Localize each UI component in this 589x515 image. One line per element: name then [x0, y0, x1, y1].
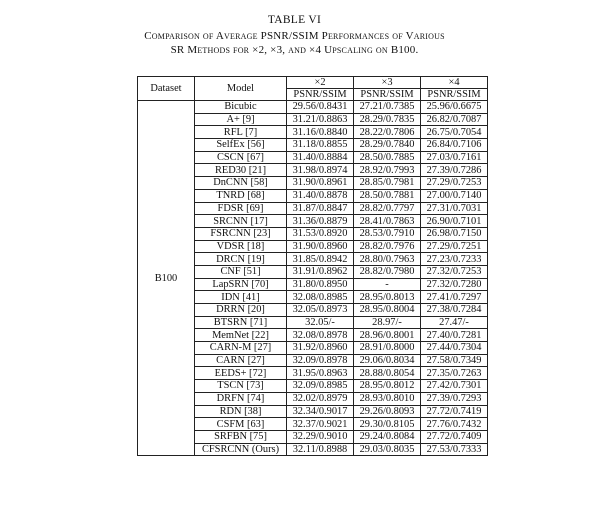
- psnr-ssim-x4-cell: 27.39/0.7293: [421, 392, 488, 405]
- model-cell: CARN [27]: [195, 354, 287, 367]
- psnr-ssim-x2-cell: 31.90/0.8961: [287, 177, 354, 190]
- model-cell: LapSRN [70]: [195, 278, 287, 291]
- psnr-ssim-x3-cell: 28.50/0.7885: [354, 151, 421, 164]
- model-cell: TSCN [73]: [195, 380, 287, 393]
- psnr-ssim-x3-cell: 28.95/0.8013: [354, 291, 421, 304]
- model-cell: CFSRCNN (Ours): [195, 443, 287, 456]
- psnr-ssim-x4-cell: 26.84/0.7106: [421, 139, 488, 152]
- psnr-ssim-x4-cell: 27.53/0.7333: [421, 443, 488, 456]
- psnr-ssim-x4-cell: 26.90/0.7101: [421, 215, 488, 228]
- model-cell: FSRCNN [23]: [195, 227, 287, 240]
- psnr-ssim-x3-cell: 28.22/0.7806: [354, 126, 421, 139]
- psnr-ssim-x2-cell: 31.16/0.8840: [287, 126, 354, 139]
- table-caption-line-2: SR Methods for ×2, ×3, and ×4 Upscaling on B100.: [170, 44, 419, 56]
- psnr-ssim-x4-cell: 27.23/0.7233: [421, 253, 488, 266]
- psnr-ssim-x4-cell: 27.03/0.7161: [421, 151, 488, 164]
- psnr-ssim-x4-cell: 27.29/0.7251: [421, 240, 488, 253]
- psnr-ssim-x2-cell: 31.92/0.8960: [287, 342, 354, 355]
- model-cell: DnCNN [58]: [195, 177, 287, 190]
- psnr-ssim-x2-cell: 32.09/0.8985: [287, 380, 354, 393]
- model-cell: RDN [38]: [195, 405, 287, 418]
- psnr-ssim-x3-cell: 28.88/0.8054: [354, 367, 421, 380]
- psnr-ssim-x4-cell: 27.41/0.7297: [421, 291, 488, 304]
- psnr-ssim-x2-cell: 32.37/0.9021: [287, 418, 354, 431]
- psnr-ssim-x4-cell: 27.39/0.7286: [421, 164, 488, 177]
- psnr-ssim-x2-cell: 31.21/0.8863: [287, 113, 354, 126]
- psnr-ssim-x2-cell: 32.05/-: [287, 316, 354, 329]
- psnr-ssim-x2-cell: 31.95/0.8963: [287, 367, 354, 380]
- psnr-ssim-x2-cell: 31.91/0.8962: [287, 265, 354, 278]
- header-metric-x4: PSNR/SSIM: [421, 89, 488, 101]
- psnr-ssim-x2-cell: 31.40/0.8884: [287, 151, 354, 164]
- header-scale-x3: ×3: [354, 77, 421, 89]
- header-metric-x3: PSNR/SSIM: [354, 89, 421, 101]
- header-scale-x4: ×4: [421, 77, 488, 89]
- psnr-ssim-x4-cell: 27.72/0.7419: [421, 405, 488, 418]
- model-cell: A+ [9]: [195, 113, 287, 126]
- table-label: TABLE VI: [267, 14, 322, 26]
- psnr-ssim-x4-cell: 27.42/0.7301: [421, 380, 488, 393]
- psnr-ssim-x3-cell: 27.21/0.7385: [354, 101, 421, 114]
- psnr-ssim-x3-cell: 28.95/0.8012: [354, 380, 421, 393]
- model-cell: RFL [7]: [195, 126, 287, 139]
- psnr-ssim-x3-cell: 28.50/0.7881: [354, 189, 421, 202]
- psnr-ssim-x2-cell: 32.08/0.8985: [287, 291, 354, 304]
- dataset-cell: B100: [138, 101, 195, 456]
- psnr-ssim-x2-cell: 31.36/0.8879: [287, 215, 354, 228]
- psnr-ssim-x4-cell: 27.38/0.7284: [421, 304, 488, 317]
- psnr-ssim-x2-cell: 31.90/0.8960: [287, 240, 354, 253]
- model-cell: MemNet [22]: [195, 329, 287, 342]
- psnr-ssim-x4-cell: 27.31/0.7031: [421, 202, 488, 215]
- psnr-ssim-x4-cell: 27.40/0.7281: [421, 329, 488, 342]
- model-cell: SRFBN [75]: [195, 430, 287, 443]
- psnr-ssim-x4-cell: 27.72/0.7409: [421, 430, 488, 443]
- psnr-ssim-x2-cell: 32.34/0.9017: [287, 405, 354, 418]
- model-cell: VDSR [18]: [195, 240, 287, 253]
- psnr-ssim-x4-cell: 27.32/0.7280: [421, 278, 488, 291]
- psnr-ssim-x2-cell: 32.05/0.8973: [287, 304, 354, 317]
- psnr-ssim-x3-cell: 29.26/0.8093: [354, 405, 421, 418]
- psnr-ssim-x4-cell: 27.00/0.7140: [421, 189, 488, 202]
- model-cell: CARN-M [27]: [195, 342, 287, 355]
- header-model: Model: [195, 77, 287, 101]
- model-cell: FDSR [69]: [195, 202, 287, 215]
- psnr-ssim-x4-cell: 27.58/0.7349: [421, 354, 488, 367]
- psnr-ssim-x2-cell: 32.08/0.8978: [287, 329, 354, 342]
- psnr-ssim-x3-cell: 28.93/0.8010: [354, 392, 421, 405]
- psnr-ssim-x2-cell: 31.53/0.8920: [287, 227, 354, 240]
- psnr-ssim-x3-cell: 28.53/0.7910: [354, 227, 421, 240]
- model-cell: TNRD [68]: [195, 189, 287, 202]
- psnr-ssim-x4-cell: 26.98/0.7150: [421, 227, 488, 240]
- psnr-ssim-x3-cell: 28.96/0.8001: [354, 329, 421, 342]
- table-caption-line-1: Comparison of Average PSNR/SSIM Performances of Various: [144, 30, 445, 42]
- psnr-ssim-x3-cell: 28.41/0.7863: [354, 215, 421, 228]
- psnr-ssim-x2-cell: 31.80/0.8950: [287, 278, 354, 291]
- psnr-ssim-x3-cell: 28.29/0.7840: [354, 139, 421, 152]
- psnr-ssim-x3-cell: 28.80/0.7963: [354, 253, 421, 266]
- psnr-ssim-x4-cell: 27.35/0.7263: [421, 367, 488, 380]
- psnr-ssim-x3-cell: 28.29/0.7835: [354, 113, 421, 126]
- psnr-ssim-x3-cell: 28.82/0.7980: [354, 265, 421, 278]
- model-cell: DRRN [20]: [195, 304, 287, 317]
- psnr-ssim-x3-cell: 28.82/0.7976: [354, 240, 421, 253]
- table-body: [138, 101, 488, 456]
- psnr-ssim-x2-cell: 32.09/0.8978: [287, 354, 354, 367]
- psnr-ssim-x4-cell: 25.96/0.6675: [421, 101, 488, 114]
- psnr-ssim-x4-cell: 26.82/0.7087: [421, 113, 488, 126]
- psnr-ssim-x4-cell: 27.44/0.7304: [421, 342, 488, 355]
- psnr-ssim-x2-cell: 32.02/0.8979: [287, 392, 354, 405]
- psnr-ssim-x2-cell: 32.29/0.9010: [287, 430, 354, 443]
- psnr-ssim-x2-cell: 31.40/0.8878: [287, 189, 354, 202]
- psnr-ssim-x4-cell: 27.29/0.7253: [421, 177, 488, 190]
- psnr-ssim-x3-cell: 28.91/0.8000: [354, 342, 421, 355]
- header-dataset: Dataset: [138, 77, 195, 101]
- psnr-ssim-x4-cell: 27.47/-: [421, 316, 488, 329]
- psnr-ssim-x2-cell: 31.18/0.8855: [287, 139, 354, 152]
- psnr-ssim-x4-cell: 26.75/0.7054: [421, 126, 488, 139]
- model-cell: SRCNN [17]: [195, 215, 287, 228]
- psnr-ssim-x4-cell: 27.32/0.7253: [421, 265, 488, 278]
- model-cell: DRFN [74]: [195, 392, 287, 405]
- psnr-ssim-x2-cell: 31.98/0.8974: [287, 164, 354, 177]
- model-cell: BTSRN [71]: [195, 316, 287, 329]
- header-row-scales: [138, 77, 488, 89]
- psnr-ssim-x3-cell: 28.95/0.8004: [354, 304, 421, 317]
- model-cell: RED30 [21]: [195, 164, 287, 177]
- psnr-ssim-x3-cell: -: [354, 278, 421, 291]
- psnr-ssim-x3-cell: 29.24/0.8084: [354, 430, 421, 443]
- model-cell: DRCN [19]: [195, 253, 287, 266]
- table-row: [138, 101, 488, 114]
- psnr-ssim-x3-cell: 29.06/0.8034: [354, 354, 421, 367]
- model-cell: CSCN [67]: [195, 151, 287, 164]
- model-cell: SelfEx [56]: [195, 139, 287, 152]
- psnr-ssim-x3-cell: 28.92/0.7993: [354, 164, 421, 177]
- psnr-ssim-x2-cell: 31.87/0.8847: [287, 202, 354, 215]
- psnr-ssim-x2-cell: 32.11/0.8988: [287, 443, 354, 456]
- header-scale-x2: ×2: [287, 77, 354, 89]
- psnr-ssim-x4-cell: 27.76/0.7432: [421, 418, 488, 431]
- psnr-ssim-x3-cell: 29.30/0.8105: [354, 418, 421, 431]
- model-cell: CNF [51]: [195, 265, 287, 278]
- model-cell: CSFM [63]: [195, 418, 287, 431]
- psnr-ssim-x3-cell: 29.03/0.8035: [354, 443, 421, 456]
- psnr-ssim-x3-cell: 28.97/-: [354, 316, 421, 329]
- model-cell: EEDS+ [72]: [195, 367, 287, 380]
- psnr-ssim-x3-cell: 28.85/0.7981: [354, 177, 421, 190]
- header-metric-x2: PSNR/SSIM: [287, 89, 354, 101]
- psnr-ssim-x2-cell: 31.85/0.8942: [287, 253, 354, 266]
- results-table: [137, 76, 488, 456]
- psnr-ssim-x3-cell: 28.82/0.7797: [354, 202, 421, 215]
- model-cell: IDN [41]: [195, 291, 287, 304]
- psnr-ssim-x2-cell: 29.56/0.8431: [287, 101, 354, 114]
- model-cell: Bicubic: [195, 101, 287, 114]
